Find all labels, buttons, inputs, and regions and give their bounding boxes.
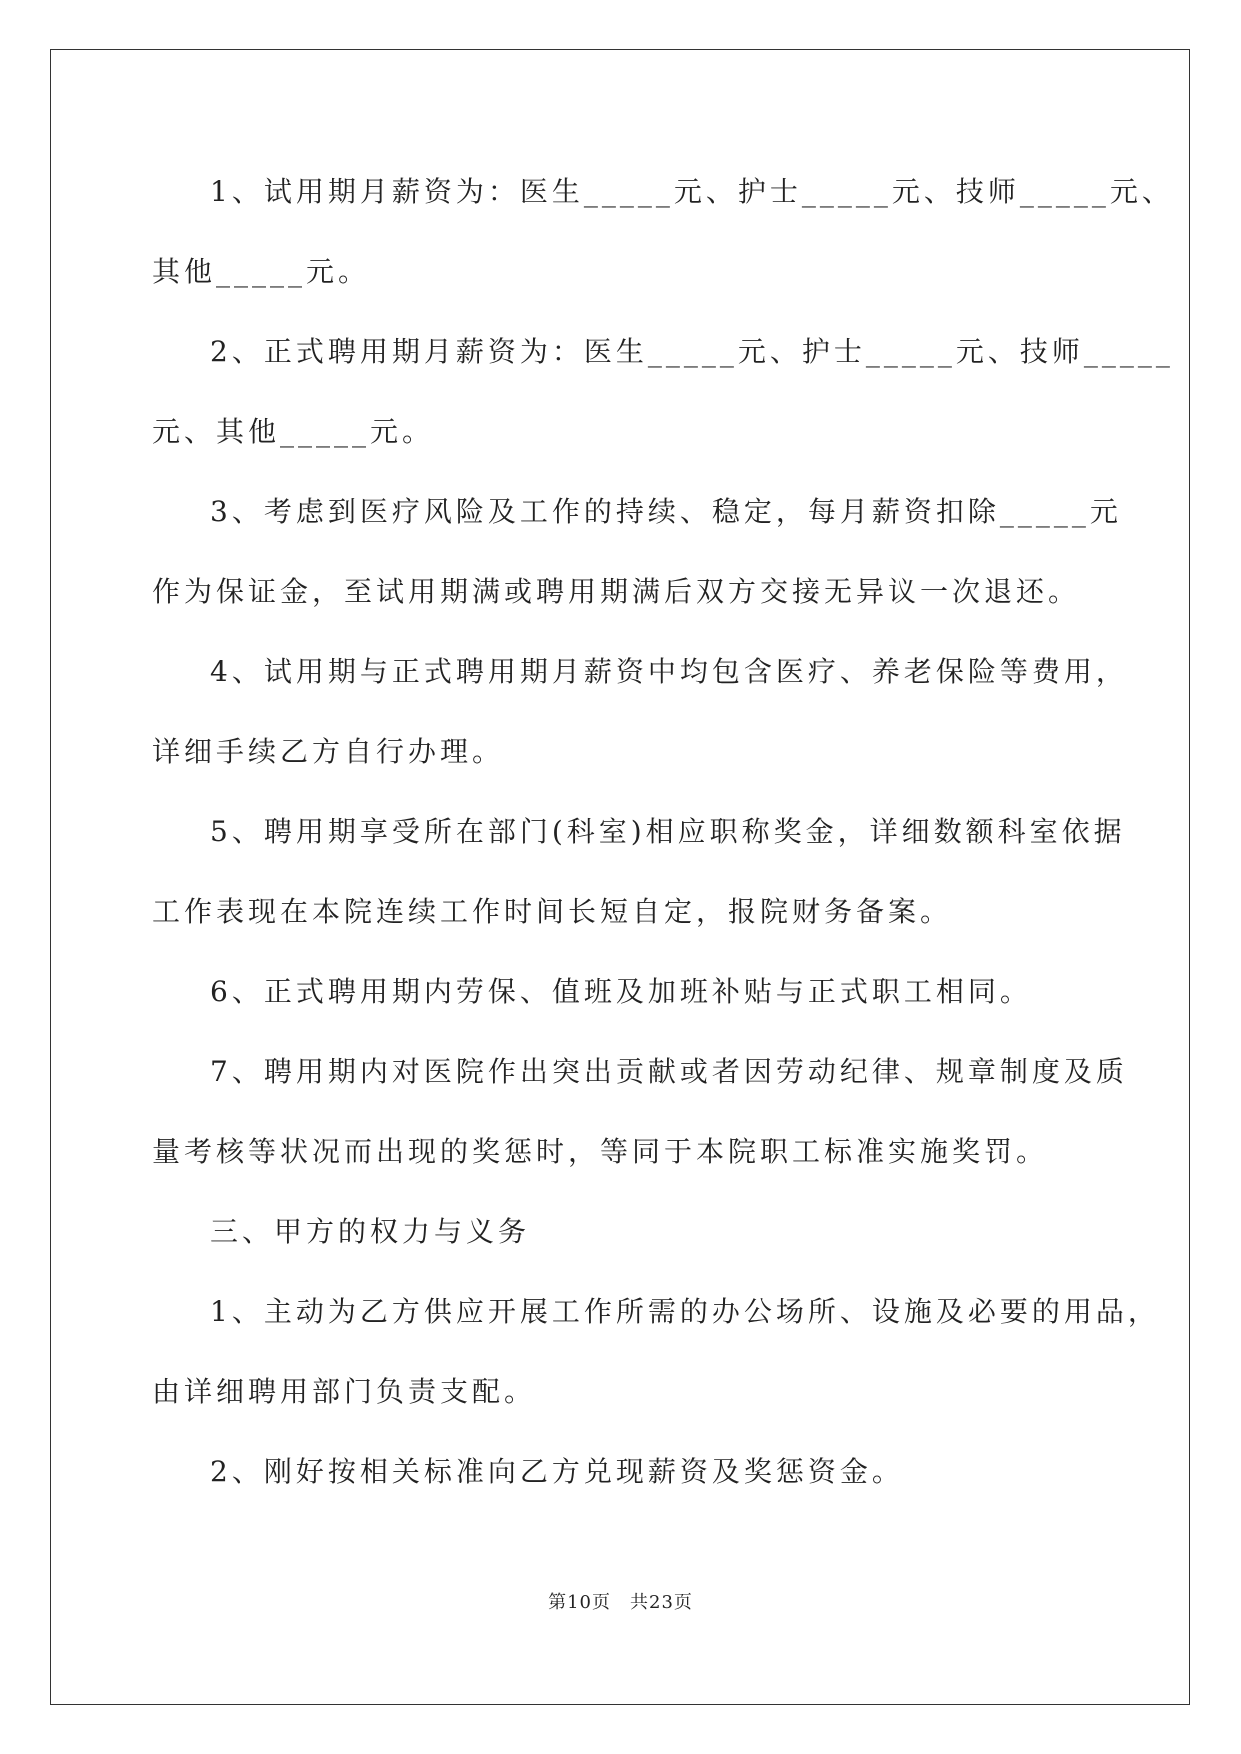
paragraph-line: 2、刚好按相关标准向乙方兑现薪资及奖惩资金。	[210, 1455, 904, 1488]
paragraph-line: 5、聘用期享受所在部门(科室)相应职称奖金，详细数额科室依据	[210, 815, 1126, 848]
page-number-footer: 第10页 共23页	[548, 1592, 693, 1613]
paragraph-line: 量考核等状况而出现的奖惩时，等同于本院职工标准实施奖罚。	[152, 1135, 1049, 1168]
paragraph-line: 7、聘用期内对医院作出突出贡献或者因劳动纪律、规章制度及质	[210, 1055, 1128, 1088]
paragraph-line: 作为保证金，至试用期满或聘用期满后双方交接无异议一次退还。	[152, 575, 1081, 608]
paragraph-line: 2、正式聘用期月薪资为：医生_____元、护士_____元、技师_____	[210, 335, 1174, 368]
paragraph-line: 3、考虑到医疗风险及工作的持续、稳定，每月薪资扣除_____元	[210, 495, 1122, 528]
paragraph-line: 工作表现在本院连续工作时间长短自定，报院财务备案。	[152, 895, 953, 928]
paragraph-line: 6、正式聘用期内劳保、值班及加班补贴与正式职工相同。	[210, 975, 1032, 1008]
paragraph-line: 其他_____元。	[152, 255, 371, 288]
paragraph-line: 由详细聘用部门负责支配。	[152, 1375, 537, 1408]
paragraph-line: 元、其他_____元。	[152, 415, 435, 448]
paragraph-line: 1、主动为乙方供应开展工作所需的办公场所、设施及必要的用品，	[210, 1295, 1160, 1328]
paragraph-line: 4、试用期与正式聘用期月薪资中均包含医疗、养老保险等费用，	[210, 655, 1128, 688]
paragraph-line: 1、试用期月薪资为：医生_____元、护士_____元、技师_____元、	[210, 175, 1174, 208]
section-heading: 三、甲方的权力与义务	[210, 1215, 531, 1248]
paragraph-line: 详细手续乙方自行办理。	[152, 735, 505, 768]
